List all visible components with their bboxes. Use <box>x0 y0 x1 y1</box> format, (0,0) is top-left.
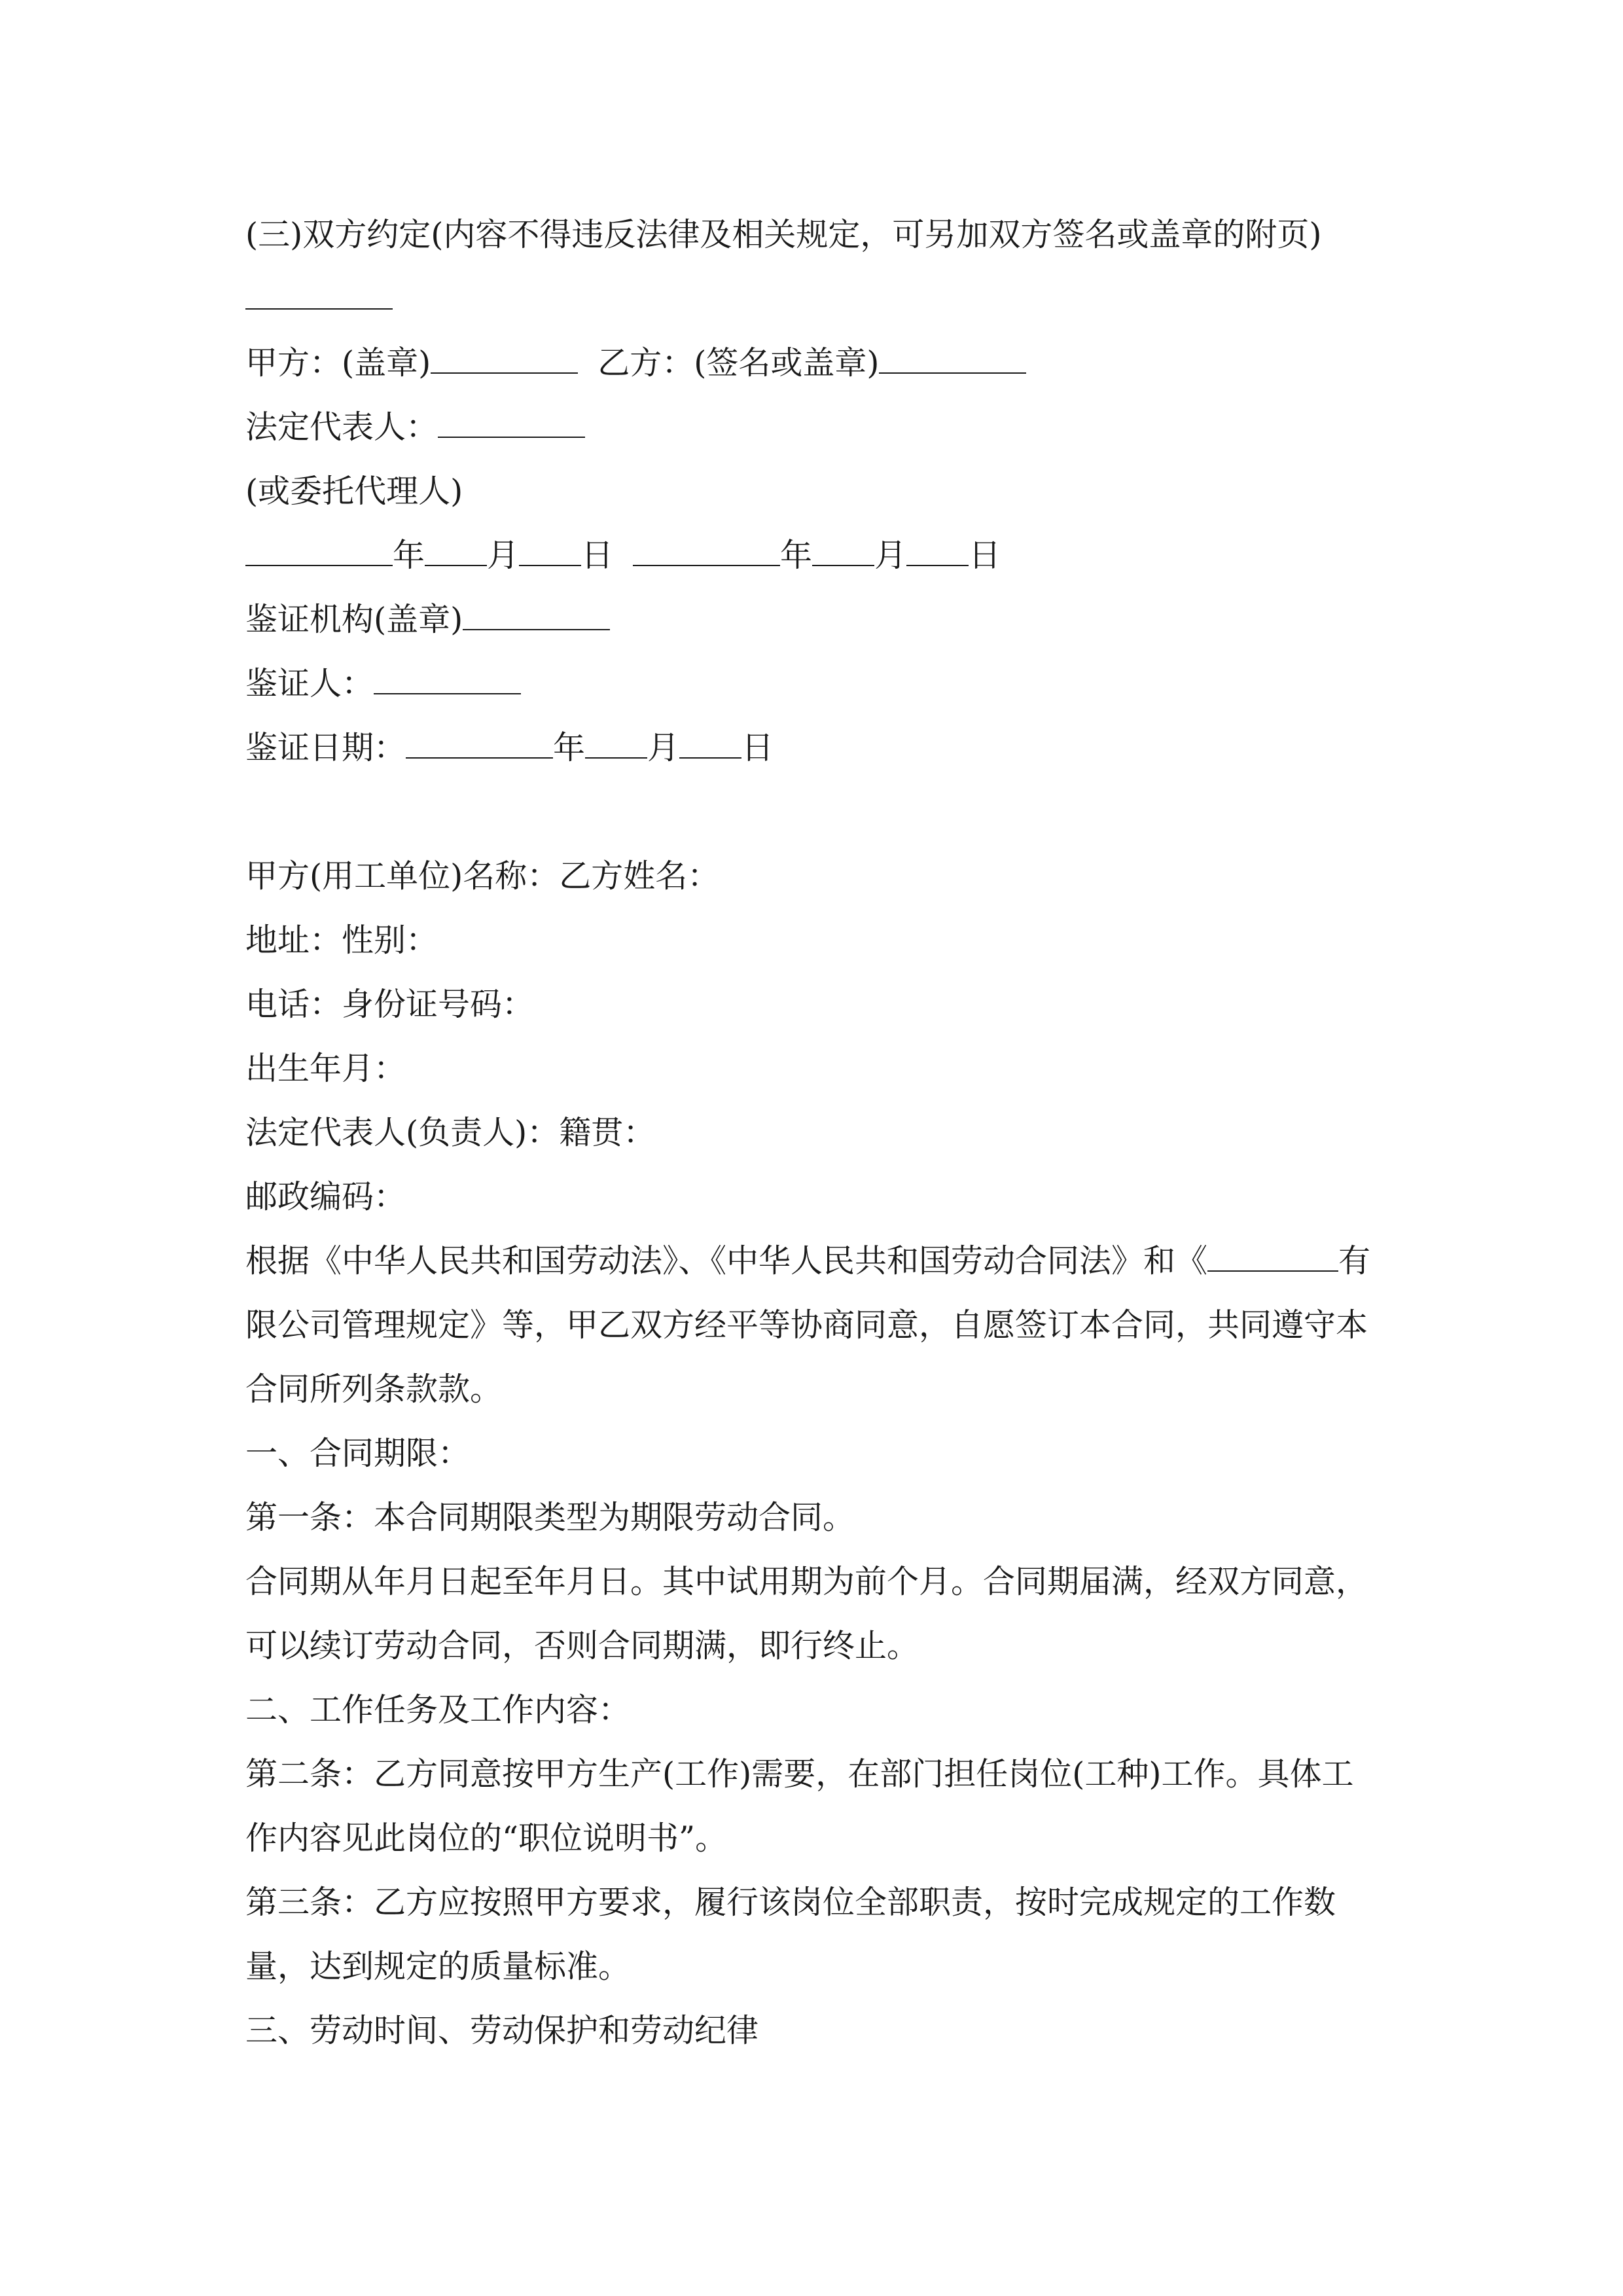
mutual-agreement-heading: (三)双方约定(内容不得违反法律及相关规定，可另加双方签名或盖章的附页) <box>245 216 1322 253</box>
legal-rep-label: 法定代表人： <box>245 408 438 446</box>
month-label: 月 <box>647 729 680 766</box>
notary-org-blank[interactable] <box>463 590 610 630</box>
notary-year-blank[interactable] <box>406 718 553 759</box>
employer-name-line: 甲方(用工单位)名称：乙方姓名： <box>245 857 720 895</box>
party-b-month-blank[interactable] <box>812 526 874 566</box>
birth-line: 出生年月： <box>245 1050 406 1087</box>
notary-person-label: 鉴证人： <box>245 665 374 702</box>
party-a-seal-blank[interactable] <box>431 333 578 374</box>
party-b-day-blank[interactable] <box>906 526 969 566</box>
party-a-year-blank[interactable] <box>245 526 393 566</box>
section-3-title: 三、劳动时间、劳动保护和劳动纪律 <box>245 2012 759 2049</box>
day-label: 日 <box>581 537 614 574</box>
month-label: 月 <box>874 537 907 574</box>
contract-page <box>245 203 1384 2063</box>
party-a-day-blank[interactable] <box>519 526 581 566</box>
legal-rep-row <box>245 395 1384 459</box>
section-gap <box>245 780 1384 844</box>
preamble-part1: 根据《中华人民共和国劳动法》、《中华人民共和国劳动合同法》和《 <box>245 1242 1208 1280</box>
article-2: 第二条：乙方同意按甲方生产(工作)需要，在部门担任岗位(工种)工作。具体工作内容见此岗位的“职位说明书”。 <box>245 1755 1354 1857</box>
agreement-blank[interactable] <box>245 269 393 310</box>
year-label: 年 <box>553 729 586 766</box>
notary-date-label: 鉴证日期： <box>245 729 406 766</box>
phone-line: 电话：身份证号码： <box>245 986 535 1023</box>
notary-person-blank[interactable] <box>374 654 521 694</box>
notary-month-blank[interactable] <box>585 718 647 759</box>
section-2-title: 二、工作任务及工作内容： <box>245 1691 631 1729</box>
postcode-line: 邮政编码： <box>245 1178 406 1215</box>
year-label: 年 <box>393 537 425 574</box>
notary-org-row <box>245 588 1384 652</box>
party-b-year-blank[interactable] <box>633 526 780 566</box>
notary-person-row <box>245 652 1384 716</box>
agreement-blank-line <box>245 267 1384 331</box>
notary-org-label: 鉴证机构(盖章) <box>245 601 463 638</box>
day-label: 日 <box>969 537 1001 574</box>
month-label: 月 <box>487 537 520 574</box>
party-b-sign-blank[interactable] <box>879 333 1026 374</box>
legal-rep-line: 法定代表人(负责人)：籍贯： <box>245 1114 656 1151</box>
article-1-detail: 合同期从年月日起至年月日。其中试用期为前个月。合同期届满，经双方同意，可以续订劳动合同，否则合同期满，即行终止。 <box>245 1563 1368 1664</box>
party-b-label: 乙方：(签名或盖章) <box>597 344 880 382</box>
preamble-part2: 有限公司管理规定》等，甲乙双方经平等协商同意，自愿签订本合同，共同遵守本合同所列条款款。 <box>245 1242 1371 1408</box>
agent-label: (或委托代理人) <box>245 473 463 510</box>
signing-dates-row <box>245 524 1384 588</box>
legal-rep-blank[interactable] <box>438 397 585 438</box>
article-1: 第一条：本合同期限类型为期限劳动合同。 <box>245 1499 855 1536</box>
day-label: 日 <box>741 729 774 766</box>
preamble-paragraph <box>245 1229 1384 1422</box>
party-signature-row <box>245 331 1384 395</box>
party-a-month-blank[interactable] <box>425 526 487 566</box>
article-3: 第三条：乙方应按照甲方要求，履行该岗位全部职责，按时完成规定的工作数量，达到规定的质量标准。 <box>245 1884 1336 1985</box>
party-a-label: 甲方：(盖章) <box>245 344 431 382</box>
company-name-blank[interactable] <box>1207 1231 1338 1272</box>
year-label: 年 <box>780 537 813 574</box>
notary-date-row <box>245 716 1384 780</box>
address-line: 地址：性别： <box>245 922 438 959</box>
notary-day-blank[interactable] <box>679 718 741 759</box>
section-1-title: 一、合同期限： <box>245 1435 471 1472</box>
